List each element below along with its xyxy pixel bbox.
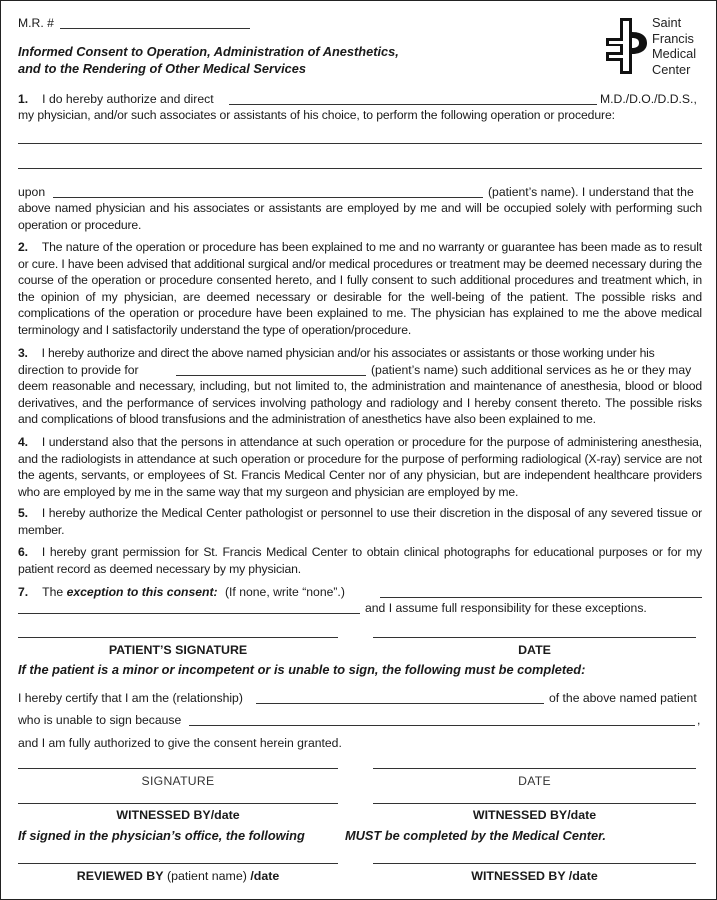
- section-2-text: The nature of the operation or procedure has been explained to me and no warranty or guarantee has been made as to result or cure. I have been advised that additional surgical and/or medical procedures or treatment may be deemed necessary during the course of the operation or procedure consented hereto, and I fully consent to such additional procedures and treatment which, in the opinion of my physician, are deemed necessary or desirable for the well-being of the patient. The possible risks and complications of the operation or procedure have been explained to me. The physician has explained to me the above medical terminology and I satisfactorily understand the type of operation/procedure.: [18, 240, 702, 337]
- guardian-date-field[interactable]: [373, 768, 696, 769]
- procedure-field-line1[interactable]: [18, 143, 702, 144]
- guardian-date-label: DATE: [518, 774, 551, 788]
- section-6-text: I hereby grant permission for St. Francis Medical Center to obtain clinical photographs for educational purposes or for my patient record as deemed necessary by my physician.: [18, 545, 702, 576]
- procedure-field-line2[interactable]: [18, 168, 702, 169]
- section-1-intro: [18, 91, 214, 108]
- section-1-degree: M.D./D.O./D.D.S.,: [600, 92, 697, 106]
- mr-label: M.R. #: [18, 16, 54, 30]
- form-title-line1: Informed Consent to Operation, Administration of Anesthetics,: [18, 44, 399, 59]
- section-7-assume: and I assume full responsibility for these exceptions.: [365, 601, 647, 615]
- section-4-number: 4.: [18, 435, 28, 449]
- section-7-number: 7.: [18, 585, 29, 599]
- witness-final-label: WITNESSED BY /date: [471, 869, 598, 883]
- patient-name-field[interactable]: [53, 197, 483, 198]
- section-1-text-d: (patient’s name). I understand that the: [488, 185, 694, 199]
- section-1-text-c: my physician, and/or such associates or assistants of his choice, to perform the following operation or procedure:: [18, 108, 615, 122]
- mr-number-field[interactable]: [60, 28, 250, 29]
- reviewed-by-date: /date: [250, 869, 280, 883]
- unable-text: who is unable to sign because: [18, 713, 182, 727]
- section-7-hint: (If none, write “none”.): [224, 585, 345, 599]
- of-patient-text: of the above named patient: [549, 691, 697, 705]
- section-1-text-e: above named physician and his associates or assistants are employed by me and will be occupied solely with performing such operation or procedure.: [18, 201, 702, 232]
- section-2: [18, 239, 702, 339]
- reviewed-by-label: [18, 868, 338, 885]
- section-7-the: The: [42, 585, 64, 599]
- logo-line-saint: Saint: [652, 15, 682, 30]
- relationship-field[interactable]: [256, 703, 544, 704]
- saint-francis-logo-icon: [603, 16, 649, 76]
- reviewed-by-field[interactable]: [18, 863, 338, 864]
- section-4: [18, 434, 702, 500]
- unable-reason-field[interactable]: [189, 725, 695, 726]
- section-1-upon: upon: [18, 185, 46, 199]
- section-5-number: 5.: [18, 506, 28, 520]
- section-4-text: I understand also that the persons in attendance at such operation or procedure for the purpose of administering anesthesia, and the radiologists in attendance at such operation or procedure for the purpose of performing radiological (X-ray) service are not the agents, servants, or employees of St. Francis Medical Center nor of any physician, but are independent healthcare providers who are employed by me in the same way that my surgeon and physician are employed by me.: [18, 435, 702, 499]
- section-5-text: I hereby authorize the Medical Center pathologist or personnel to use their discretion in the disposal of any severed tissue or member.: [18, 506, 702, 537]
- minor-notice: If the patient is a minor or incompetent or is unable to sign, the following must be completed:: [18, 662, 586, 677]
- section-7-line1: [18, 584, 345, 601]
- section-3-text-a: I hereby authorize and direct the above named physician and/or his associates or assistants or those working under his: [41, 346, 655, 360]
- section-6-number: 6.: [18, 545, 28, 559]
- logo-line-center: Center: [652, 61, 691, 77]
- section-2-number: 2.: [18, 240, 28, 254]
- reviewed-by-text: REVIEWED BY: [76, 869, 164, 883]
- patient-name-field-2[interactable]: [176, 375, 366, 376]
- unable-comma: ,: [697, 713, 701, 727]
- witness-left-label: WITNESSED BY/date: [116, 808, 240, 822]
- exception-field-line1[interactable]: [380, 597, 702, 598]
- witness-right-label: WITNESSED BY/date: [472, 808, 597, 822]
- section-6: [18, 544, 702, 577]
- section-3-line1: [18, 345, 702, 362]
- section-5: [18, 505, 702, 538]
- patient-date-field[interactable]: [373, 637, 696, 638]
- section-3-text-c: (patient’s name) such additional services as he or they may: [371, 363, 692, 377]
- guardian-signature-label: SIGNATURE: [141, 774, 215, 788]
- exception-field-line2[interactable]: [18, 613, 360, 614]
- section-1-text-a: I do hereby authorize and direct: [42, 92, 214, 106]
- section-3-text-b: direction to provide for: [18, 363, 139, 377]
- office-notice-b: MUST be completed by the Medical Center.: [345, 828, 606, 843]
- witness-final-field[interactable]: [373, 863, 696, 864]
- section-1-number: 1.: [18, 92, 29, 106]
- section-3-number: 3.: [18, 346, 28, 360]
- reviewed-by-hint: (patient name): [166, 869, 247, 883]
- form-title-line2: and to the Rendering of Other Medical Services: [18, 61, 306, 76]
- section-7-exception: exception to this consent:: [66, 585, 218, 599]
- witness-left-field[interactable]: [18, 803, 338, 804]
- section-3-text-d: deem reasonable and necessary, including, but not limited to, the administration and maintenance of anesthesia, blood or blood derivatives, and the performance of services involving pathology and radiology and I hereby consent thereto. The possible risks and complications of blood transfusions and the administration of anesthetics have also been explained to me.: [18, 379, 702, 427]
- logo-line-medical: Medical: [652, 46, 697, 62]
- certify-text: I hereby certify that I am the (relationship): [18, 691, 243, 705]
- patient-signature-label: PATIENT’S SIGNATURE: [108, 643, 248, 657]
- patient-signature-field[interactable]: [18, 637, 338, 638]
- witness-right-field[interactable]: [373, 803, 696, 804]
- patient-date-label: DATE: [518, 643, 551, 657]
- authorized-text: and I am fully authorized to give the consent herein granted.: [18, 736, 342, 750]
- physician-name-field[interactable]: [229, 104, 597, 105]
- office-notice-a: If signed in the physician’s office, the following: [18, 828, 305, 843]
- guardian-signature-field[interactable]: [18, 768, 338, 769]
- logo-line-francis: Francis: [652, 30, 694, 46]
- logo-text: [652, 15, 696, 77]
